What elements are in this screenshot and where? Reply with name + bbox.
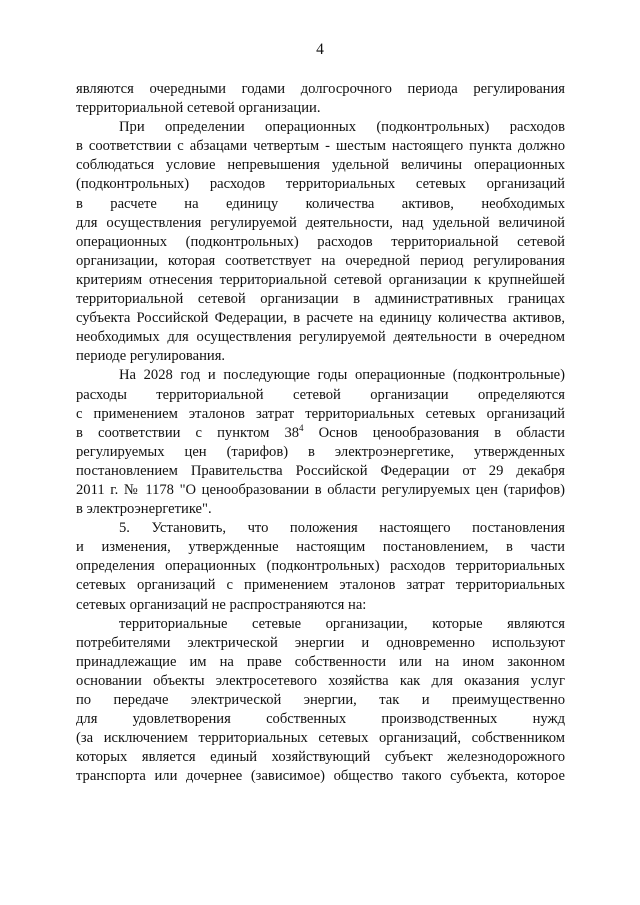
text-line: На 2028 год и последующие годы операционные (подконтрольные) [119,367,565,384]
text-line: При определении операционных (подконтрольных) расходов [119,119,565,136]
text-line: основании объекты электросетевого хозяйства как для оказания услуг [76,672,565,689]
text-line: регулируемых цен (тарифов) в электроэнергетике, утвержденных [76,443,565,460]
text-line: принадлежащие им на праве собственности или на ином законном [76,653,565,670]
text-line [76,424,565,443]
text-line: для осуществления регулируемой деятельности, над удельной величиной [76,214,565,231]
text-line: организации, которая соответствует на очередной период регулирования [76,252,565,269]
text-line: сетевых организаций не распространяются на: [76,596,367,613]
text-line: потребителями электрической энергии и одновременно используют [76,634,565,651]
text-line: территориальной сетевой организации. [76,100,321,117]
text-line: в соответствии с абзацами четвертым - шестым настоящего пункта должно [76,138,565,155]
text-line: расходы территориальной сетевой организации определяются [76,386,565,403]
text-line: территориальной сетевой организации в административных границах [76,291,565,308]
text-line: в электроэнергетике". [76,501,212,518]
text-line: в расчете на единицу количества активов, необходимых [76,195,565,212]
text-line: с применением эталонов затрат территориальных сетевых организаций [76,405,565,422]
text-line: критериям отнесения территориальной сетевой организации к крупнейшей [76,271,565,288]
text-line: постановлением Правительства Российской Федерации от 29 декабря [76,462,565,479]
text-line: являются очередными годами долгосрочного периода регулирования [76,81,565,97]
text-segment: в соответствии с пунктом 38 [76,424,300,441]
text-line: 5. Установить, что положения настоящего постановления [119,520,565,537]
text-segment: Основ ценообразования в области [303,424,565,441]
text-line: (подконтрольных) расходов территориальных сетевых организаций [76,176,565,193]
text-line: определения операционных (подконтрольных) расходов территориальных [76,558,565,575]
text-line: сетевых организаций с применением эталонов затрат территориальных [76,577,565,594]
body-text [76,80,565,786]
text-line: необходимых для осуществления регулируемой деятельности в очередном [76,329,565,346]
text-line: транспорта или дочернее (зависимое) общество такого субъекта, которое [76,768,565,785]
page-number: 4 [316,41,324,58]
footnote-superscript: 4 [299,422,304,433]
text-line: территориальные сетевые организации, которые являются [119,615,565,632]
text-line: и изменения, утвержденные настоящим постановлением, в части [76,539,565,556]
text-line: операционных (подконтрольных) расходов территориальной сетевой [76,233,565,250]
text-line: периоде регулирования. [76,348,226,365]
text-line: соблюдаться условие непревышения удельной величины операционных [76,157,565,174]
text-line: 2011 г. № 1178 "О ценообразовании в области регулируемых цен (тарифов) [76,481,565,498]
text-line: для удовлетворения собственных производственных нужд [76,711,565,728]
text-line: которых является единый хозяйствующий субъект железнодорожного [76,749,565,766]
text-line: субъекта Российской Федерации, в расчете на единицу количества активов, [76,310,565,327]
text-line: (за исключением территориальных сетевых организаций, собственником [76,730,565,747]
text-line: по передаче электрической энергии, так и преимущественно [76,692,565,708]
